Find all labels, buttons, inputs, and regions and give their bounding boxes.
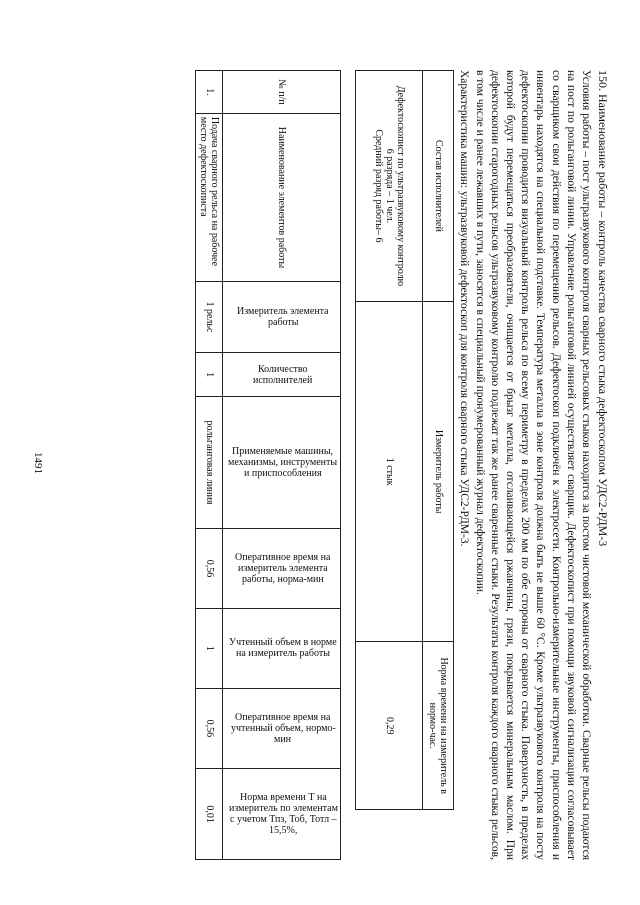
col-norm-header: Норма времени Т на измеритель по элементам с учетом Тпз, Тоб, Тотл – 15,5%, — [223, 769, 341, 860]
staff-line-2: 6 разряда – 1 чел. — [383, 148, 395, 224]
document-page: 1491 150. Наименование работы – контроль качества сварного стыка дефектоскопом УДС2-РДМ-3 Условия работы – пост ультразвукового контроля сварных рельсовых стыков находится за постом чистовой механической обработки. Сварные рельсы подаются на пост по рольганговой линии. Управление рольганговой линией осуществляет сварщик. Дефектоскопист при помощи звуковой сигнализации согласовывает со сварщиком свои действия по перемещению рельсов. Дефектоскоп подключён к электросети. Контрольно-измерительные инструменты, приспособления и инвентарь находятся на специальной подставке. Температура металла в зоне контроля должна быть не выше 60 °С. Кроме ультразвукового контроля на посту дефектоскопии проводится визуальный контроль рельса по всему периметру в пределах 200 мм по обе стороны от сварного стыка. Поверхность, в пределах которой будут перемещаться преобразователи, очищается от брызг металла, отслаивающейся ржавчины, грязи, покрывается минеральным маслом. При дефектоскопии старогодных рельсов ультразвуковому контролю подлежат так же ранее сваренные стыки. Результаты контроля каждого сварного стыка рельсов, в том числе и ранее лежавших в пути, заносятся в специальный пронумерованный журнал дефектоскопии. Характеристика машин: ультразвуковой дефектоскоп для контроля сварного стыка УДС2-РДМ-3. Состав исполнителей Измеритель работы Норма времени на измеритель в нормо-час. Дефектоскопист по ультразвуковому контролю 6 разряда – 1 чел. Средний разряд работы– 6 1 стык 0,29 № п/п Наименование элементов работы Измеритель элемента работы Количество исполнителей Применяемые машины, механизмы, инструменты и приспособления Оперативное время на измеритель элемента работы, норма-мин Учтенный объем в норме на измеритель работы Оперативное время на учтенный объем, нормо-мин Норма времени Т на измеритель по элементам с учетом Тпз, Тоб, Тотл – 15,5%, 1. Подача сварного рельса на рабочее место дефектоскописта 1 рельс 1 рольганговая линия 0,56 1 0,56 0,01 — [0, 0, 640, 905]
staff-table — [355, 70, 454, 810]
rotated-content — [70, 70, 610, 860]
staff-line-1: Дефектоскопист по ультразвуковому контролю — [394, 85, 406, 287]
measure-header: Измеритель работы — [423, 301, 454, 642]
row1-element-measure: 1 рельс — [196, 282, 223, 353]
col-element-measure-header: Измеритель элемента работы — [223, 282, 341, 353]
col-volume-header: Учтенный объем в норме на измеритель работы — [223, 609, 341, 688]
machines-characteristics: Характеристика машин: ультразвуковой дефектоскоп для контроля сварного стыка УДС2-РДМ-3. — [458, 70, 471, 547]
row1-norm: 0,01 — [196, 769, 223, 860]
row1-element-name: Подача сварного рельса на рабочее место дефектоскописта — [196, 113, 223, 281]
norm-header: Норма времени на измеритель в нормо-час. — [423, 642, 454, 810]
work-conditions: Условия работы – пост ультразвукового контроля сварных рельсовых стыков находится за постом чистовой механической обработки. Сварные рельсы подаются на пост по рольганговой линии. Управление рольганговой линией осуществляет сварщик. Дефектоскопист при помощи звуковой сигнализации согласовывает со сварщиком свои действия по перемещению рельсов. Дефектоскоп подключён к электросети. Контрольно-измерительные инструменты, приспособления и инвентарь находятся на специальной подставке. Температура металла в зоне контроля должна быть не выше 60 °С. Кроме ультразвукового контроля на посту дефектоскопии проводится визуальный контроль рельса по всему периметру в пределах 200 мм по обе стороны от сварного стыка. Поверхность, в пределах которой будут перемещаться преобразователи, очищается от брызг металла, отслаивающейся ржавчины, грязи, покрывается минеральным маслом. При дефектоскопии старогодных рельсов ультразвуковому контролю подлежат так же ранее сваренные стыки. Результаты контроля каждого сварного стыка рельсов, в том числе и ранее лежавших в пути, заносятся в специальный пронумерованный журнал дефектоскопии. — [473, 70, 592, 860]
staff-cell — [356, 71, 423, 302]
row1-workers: 1 — [196, 352, 223, 397]
row1-volume: 1 — [196, 609, 223, 688]
col-workers-header: Количество исполнителей — [223, 352, 341, 397]
row1-machines: рольганговая линия — [196, 397, 223, 528]
staff-line-3: Средний разряд работы– 6 — [372, 129, 384, 243]
col-operative-time-header: Оперативное время на измеритель элемента работы, норма-мин — [223, 528, 341, 609]
row1-volume-time: 0,56 — [196, 688, 223, 769]
norm-cell: 0,29 — [356, 642, 423, 810]
row1-operative-time: 0,56 — [196, 528, 223, 609]
col-number-header: № п/п — [223, 71, 341, 114]
elements-table — [195, 70, 341, 860]
staff-header: Состав исполнителей — [423, 71, 454, 302]
col-volume-time-header: Оперативное время на учтенный объем, нормо-мин — [223, 688, 341, 769]
col-element-name-header: Наименование элементов работы — [223, 113, 341, 281]
row1-number: 1. — [196, 71, 223, 114]
work-title: 150. Наименование работы – контроль качества сварного стыка дефектоскопом УДС2-РДМ-3 — [596, 70, 610, 547]
col-machines-header: Применяемые машины, механизмы, инструменты и приспособления — [223, 397, 341, 528]
measure-cell: 1 стык — [356, 301, 423, 642]
